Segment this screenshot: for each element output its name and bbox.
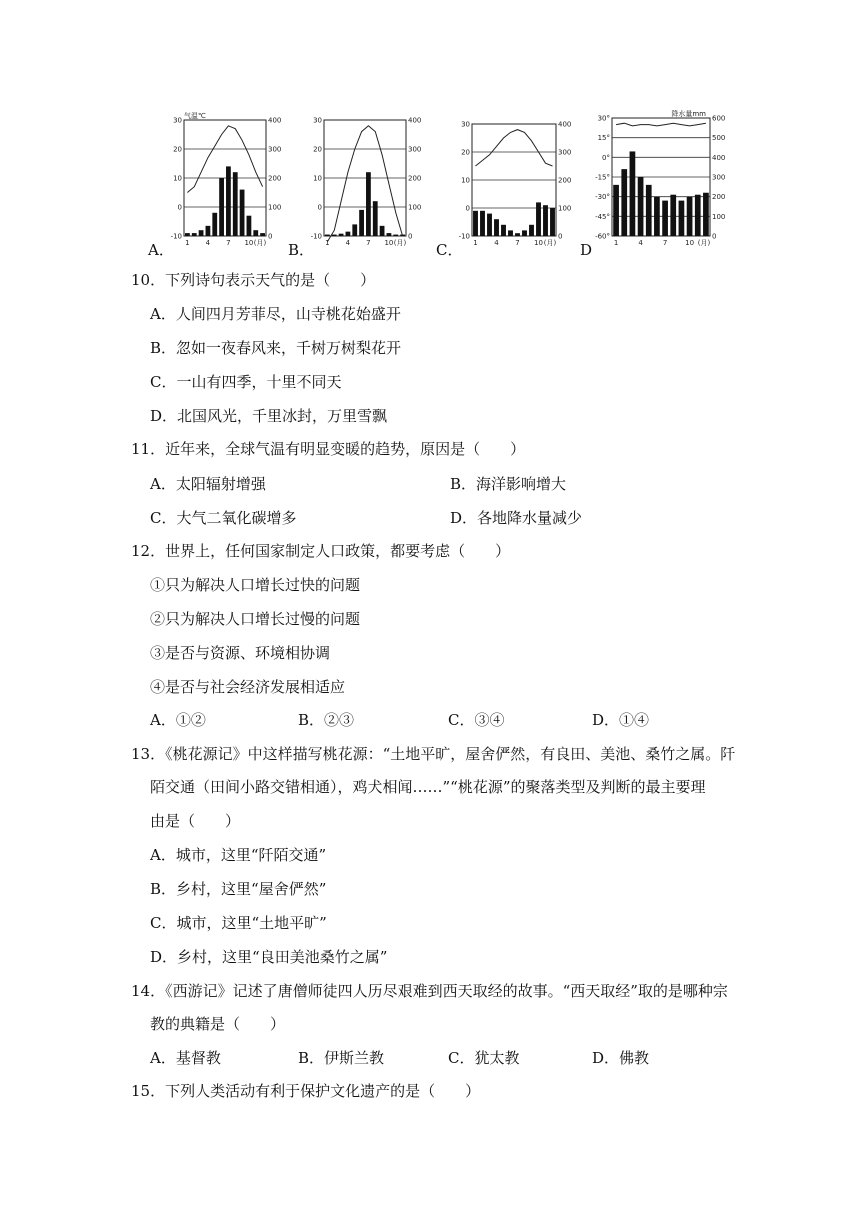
precip-bar xyxy=(654,197,660,236)
precip-tick-label: 0 xyxy=(268,232,273,241)
q10-option-b[interactable]: B．忽如一夜春风来，千树万树梨花开 xyxy=(150,339,402,357)
q12-option-a[interactable]: A．①② xyxy=(150,711,206,729)
q14-option-b[interactable]: B．伊斯兰教 xyxy=(298,1049,385,1067)
month-tick-label: 10 xyxy=(685,239,695,247)
temp-tick-label: 30 xyxy=(173,116,182,125)
month-tick-label: (月) xyxy=(253,239,267,247)
precip-bar xyxy=(621,169,627,236)
q11-option-d[interactable]: D．各地降水量减少 xyxy=(450,509,583,527)
temp-tick-label: 20 xyxy=(313,145,322,154)
temp-tick-label: -15° xyxy=(595,173,610,182)
precip-bar xyxy=(494,219,499,236)
precip-bar xyxy=(473,211,478,236)
month-tick-label: 4 xyxy=(345,239,351,247)
precip-bar xyxy=(260,233,265,236)
temperature-line xyxy=(476,130,553,166)
precip-tick-label: 200 xyxy=(408,174,422,183)
temp-tick-label: -45° xyxy=(595,212,610,221)
question-text: 世界上，任何国家制定人口政策，都要考虑（ ） xyxy=(165,542,511,560)
precip-bar xyxy=(366,172,371,236)
month-tick-label: 1 xyxy=(613,239,619,247)
question-number: 14． xyxy=(131,982,166,1000)
temp-tick-label: 15° xyxy=(597,134,610,143)
temp-tick-label: 30° xyxy=(597,114,610,123)
temperature-line xyxy=(327,126,402,242)
precip-tick-label: 300 xyxy=(558,148,572,157)
question-11-stem xyxy=(131,439,525,459)
precip-bar xyxy=(703,193,709,236)
temp-tick-label: 20 xyxy=(461,148,470,157)
month-tick-label: (月) xyxy=(393,239,407,247)
q9-option-c-label: C． xyxy=(436,241,463,259)
climate-chart-a xyxy=(166,110,290,250)
precip-bar xyxy=(393,235,398,236)
precip-bar xyxy=(487,214,492,236)
month-tick-label: 10 xyxy=(534,239,543,247)
month-tick-label: (月) xyxy=(697,239,711,247)
precip-bar xyxy=(373,201,378,236)
precip-bar xyxy=(233,172,238,236)
temp-tick-label: -60° xyxy=(595,232,610,241)
question-number: 10． xyxy=(131,271,166,289)
q10-option-c[interactable]: C．一山有四季，十里不同天 xyxy=(150,373,342,391)
temp-tick-label: 0 xyxy=(317,203,322,212)
precip-bar xyxy=(613,185,619,236)
q13-option-a[interactable]: A．城市，这里“阡陌交通” xyxy=(150,846,327,864)
precip-bar xyxy=(501,225,506,236)
q12-statement-1: ①只为解决人口增长过快的问题 xyxy=(150,576,361,594)
precip-bar xyxy=(352,224,357,236)
q12-option-d[interactable]: D．①④ xyxy=(592,711,650,729)
precip-tick-label: 100 xyxy=(712,212,726,221)
precip-tick-label: 0 xyxy=(408,232,413,241)
precip-tick-label: 400 xyxy=(408,116,422,125)
month-tick-label: 10 xyxy=(384,239,394,247)
month-tick-label: 7 xyxy=(515,239,520,247)
q12-statement-3: ③是否与资源、环境相协调 xyxy=(150,644,331,662)
temperature-line xyxy=(616,123,706,126)
precip-bar xyxy=(332,235,337,236)
precip-bar xyxy=(630,151,636,236)
question-text: 《西游记》记述了唐僧师徒四人历尽艰难到西天取经的故事。“西天取经”取的是哪种宗 xyxy=(165,982,728,1000)
precip-tick-label: 500 xyxy=(712,134,726,143)
q12-option-c[interactable]: C．③④ xyxy=(448,711,505,729)
precip-bar xyxy=(359,210,364,236)
precip-bar xyxy=(687,197,693,236)
q11-option-b[interactable]: B．海洋影响增大 xyxy=(450,475,567,493)
precip-bar xyxy=(529,225,534,236)
precip-bar xyxy=(199,230,204,236)
temp-tick-label: 0° xyxy=(602,153,610,162)
temp-tick-label: 0 xyxy=(465,204,470,213)
temp-tick-label: -10 xyxy=(310,232,322,241)
q14-option-a[interactable]: A．基督教 xyxy=(150,1049,221,1067)
precip-tick-label: 400 xyxy=(712,153,726,162)
question-13-stem-line-2: 陌交通（田间小路交错相通），鸡犬相闻……”“桃花源”的聚落类型及判断的最主要理 xyxy=(150,778,706,796)
question-text: 下列人类活动有利于保护文化遗产的是（ ） xyxy=(165,1082,481,1100)
question-text: 《桃花源记》中这样描写桃花源：“土地平旷，屋舍俨然，有良田、美池、桑竹之属。阡 xyxy=(165,745,736,763)
precip-bar xyxy=(387,233,392,236)
q13-option-c[interactable]: C．城市，这里“土地平旷” xyxy=(150,914,327,932)
precip-bar xyxy=(679,201,685,236)
q12-option-b[interactable]: B．②③ xyxy=(298,711,355,729)
precip-tick-label: 100 xyxy=(408,203,422,212)
precip-bar xyxy=(192,233,197,236)
temperature-line xyxy=(187,126,262,193)
q11-option-a[interactable]: A．太阳辐射增强 xyxy=(150,475,266,493)
q12-statement-2: ②只为解决人口增长过慢的问题 xyxy=(150,610,361,628)
climate-chart-c xyxy=(454,114,580,250)
question-10-stem xyxy=(131,270,375,290)
precip-bar xyxy=(346,232,351,236)
precip-tick-label: 600 xyxy=(712,114,726,123)
month-tick-label: 7 xyxy=(662,239,668,247)
temp-tick-label: -10 xyxy=(170,232,182,241)
precip-bar xyxy=(247,216,252,236)
month-tick-label: 10 xyxy=(244,239,254,247)
precip-bar xyxy=(480,211,485,236)
temp-tick-label: -10 xyxy=(458,232,470,241)
precip-bar xyxy=(543,205,548,236)
precip-bar xyxy=(253,230,258,236)
precip-bar xyxy=(219,178,224,236)
chart-title: 气温℃ xyxy=(184,112,206,120)
question-12-stem xyxy=(131,541,510,561)
precip-bar xyxy=(212,213,217,236)
question-13-stem-line-3: 由是（ ） xyxy=(150,812,241,830)
q14-option-c[interactable]: C．犹太教 xyxy=(448,1049,520,1067)
precip-tick-label: 0 xyxy=(712,232,717,241)
question-number: 15． xyxy=(131,1082,166,1100)
precip-bar xyxy=(380,226,385,236)
q11-option-c[interactable]: C．大气二氧化碳增多 xyxy=(150,509,297,527)
q9-option-b-label: B． xyxy=(288,241,315,259)
precip-bar xyxy=(522,230,527,236)
question-text: 近年来，全球气温有明显变暖的趋势，原因是（ ） xyxy=(165,440,526,458)
precip-tick-label: 400 xyxy=(268,116,282,125)
question-15-stem xyxy=(131,1081,480,1101)
question-13-stem-line-1 xyxy=(131,744,735,764)
precip-tick-label: 200 xyxy=(558,176,572,185)
precip-bar xyxy=(646,185,652,236)
precip-tick-label: 100 xyxy=(558,204,572,213)
precip-bar xyxy=(662,201,668,236)
precip-tick-label: 300 xyxy=(408,145,422,154)
precip-tick-label: 0 xyxy=(558,232,563,241)
month-tick-label: 1 xyxy=(185,239,190,247)
q9-option-a-label: A． xyxy=(148,241,174,259)
question-number: 13． xyxy=(131,745,166,763)
question-text: 下列诗句表示天气的是（ ） xyxy=(165,271,376,289)
chart-title: 降水量mm xyxy=(671,110,706,118)
climate-chart-d xyxy=(594,108,734,250)
temp-tick-label: 10 xyxy=(313,174,322,183)
precip-tick-label: 400 xyxy=(558,120,572,129)
month-tick-label: 7 xyxy=(226,239,231,247)
q10-option-a[interactable]: A．人间四月芳菲尽，山寺桃花始盛开 xyxy=(150,305,401,323)
month-tick-label: (月) xyxy=(543,239,557,247)
q14-option-d[interactable]: D．佛教 xyxy=(592,1049,650,1067)
precip-bar xyxy=(670,195,676,236)
temp-tick-label: 20 xyxy=(173,145,182,154)
question-14-stem-line-1 xyxy=(131,981,728,1001)
temp-tick-label: 10 xyxy=(461,176,470,185)
precip-bar xyxy=(325,235,330,236)
question-14-stem-line-2: 教的典籍是（ ） xyxy=(150,1015,286,1033)
month-tick-label: 1 xyxy=(325,239,330,247)
precip-bar xyxy=(515,233,520,236)
precip-tick-label: 300 xyxy=(712,173,726,182)
precip-bar xyxy=(550,208,555,236)
q12-statement-4: ④是否与社会经济发展相适应 xyxy=(150,678,346,696)
temp-tick-label: 0 xyxy=(177,203,182,212)
month-tick-label: 1 xyxy=(473,239,478,247)
climate-chart-b xyxy=(306,110,430,250)
precip-bar xyxy=(206,226,211,236)
precip-bar xyxy=(695,195,701,236)
temp-tick-label: 10 xyxy=(173,174,182,183)
month-tick-label: 4 xyxy=(638,239,643,247)
precip-bar xyxy=(638,177,644,236)
question-number: 12． xyxy=(131,542,166,560)
month-tick-label: 4 xyxy=(494,239,499,247)
temp-tick-label: -30° xyxy=(595,193,610,202)
precip-tick-label: 300 xyxy=(268,145,282,154)
precip-bar xyxy=(185,233,190,236)
month-tick-label: 4 xyxy=(205,239,211,247)
temp-tick-label: 30 xyxy=(461,120,470,129)
month-tick-label: 7 xyxy=(366,239,371,247)
precip-bar xyxy=(240,190,245,236)
temp-tick-label: 30 xyxy=(313,116,322,125)
q9-option-d-label: D xyxy=(580,241,593,259)
question-number: 11． xyxy=(131,440,166,458)
precip-tick-label: 100 xyxy=(268,203,282,212)
q13-option-b[interactable]: B．乡村，这里“屋舍俨然” xyxy=(150,880,327,898)
q10-option-d[interactable]: D．北国风光，千里冰封，万里雪飘 xyxy=(150,407,388,425)
q13-option-d[interactable]: D．乡村，这里“良田美池桑竹之属” xyxy=(150,948,388,966)
precip-bar xyxy=(226,166,231,236)
precip-bar xyxy=(536,202,541,236)
precip-tick-label: 200 xyxy=(268,174,282,183)
precip-tick-label: 200 xyxy=(712,193,726,202)
precip-bar xyxy=(339,234,344,236)
precip-bar xyxy=(508,230,513,236)
